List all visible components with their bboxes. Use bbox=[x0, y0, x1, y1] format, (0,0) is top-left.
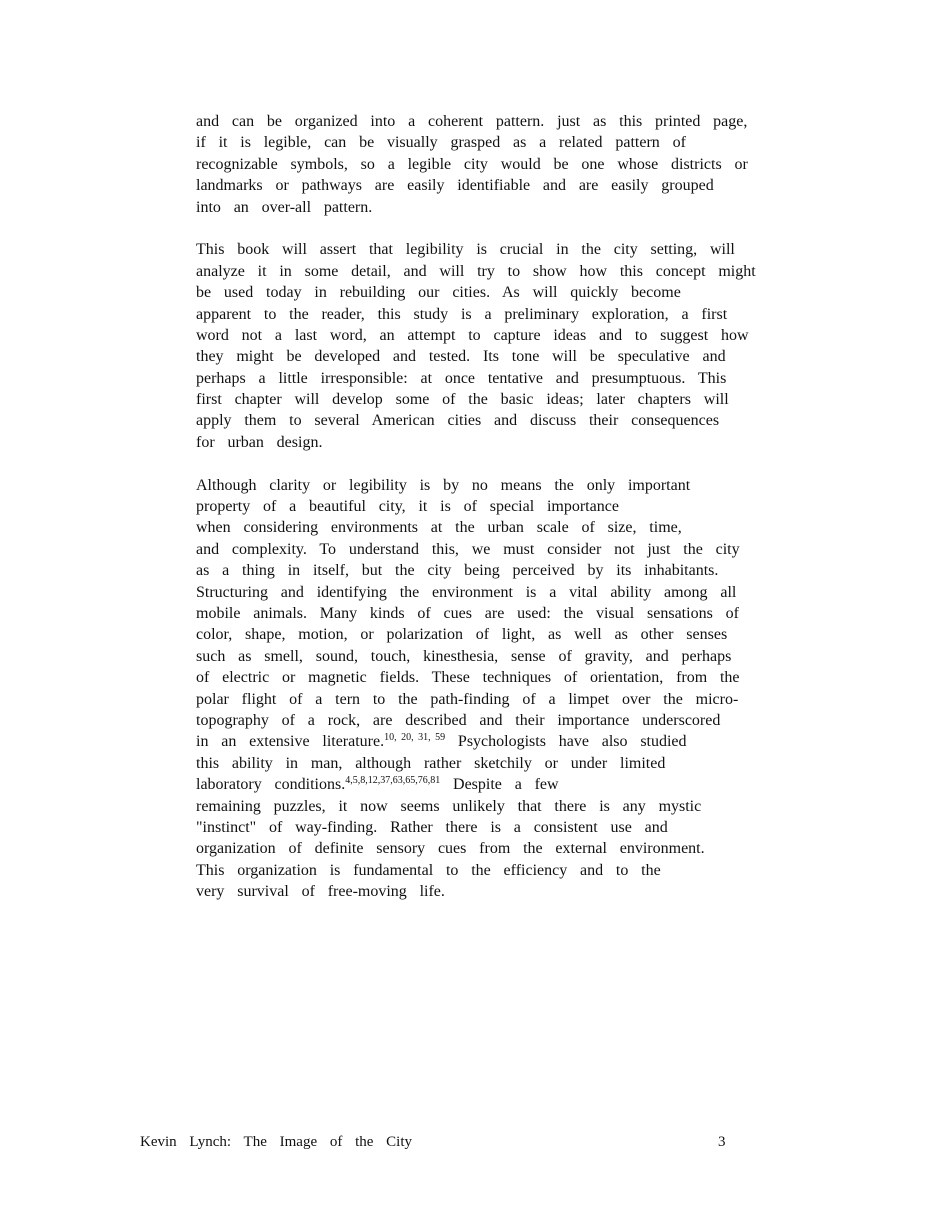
text-line-with-citation bbox=[196, 731, 916, 752]
body-text bbox=[196, 111, 916, 924]
text-line: first chapter will develop some of the basic ideas; later chapters will bbox=[196, 391, 729, 409]
text-line: apparent to the reader, this study is a preliminary exploration, a first bbox=[196, 305, 728, 323]
text-line: very survival of free-moving life. bbox=[196, 883, 445, 901]
text-line: as a thing in itself, but the city being perceived by its inhabitants. bbox=[196, 562, 719, 580]
citation-superscript: 4,5,8,12,37,63,65,76,81 bbox=[345, 775, 441, 787]
text-line-with-citation bbox=[196, 774, 916, 795]
text-line: "instinct" of way-finding. Rather there is a consistent use and bbox=[196, 818, 668, 836]
text-line: mobile animals. Many kinds of cues are used: the visual sensations of bbox=[196, 604, 739, 622]
running-title: Kevin Lynch: The Image of the City bbox=[140, 1134, 413, 1150]
text-line: This book will assert that legibility is crucial in the city setting, will bbox=[196, 241, 735, 259]
text-line: when considering environments at the urban scale of size, time, bbox=[196, 519, 682, 537]
paragraph-2 bbox=[196, 239, 916, 453]
text-line: recognizable symbols, so a legible city would be one whose districts or bbox=[196, 155, 748, 173]
citation-text: in an extensive literature. bbox=[196, 733, 385, 751]
paragraph-3 bbox=[196, 475, 916, 903]
text-line: apply them to several American cities and discuss their consequences bbox=[196, 412, 720, 430]
citation-trailing-text: Psychologists have also studied bbox=[445, 733, 687, 751]
citation-text: laboratory conditions. bbox=[196, 776, 346, 794]
text-line: be used today in rebuilding our cities. As will quickly become bbox=[196, 284, 681, 302]
text-line: color, shape, motion, or polarization of light, as well as other senses bbox=[196, 626, 728, 644]
text-line: analyze it in some detail, and will try to show how this concept might bbox=[196, 262, 756, 280]
text-line: of electric or magnetic fields. These techniques of orientation, from the bbox=[196, 669, 740, 687]
text-line: they might be developed and tested. Its tone will be speculative and bbox=[196, 348, 726, 366]
text-line: and can be organized into a coherent pattern. just as this printed page, bbox=[196, 113, 748, 130]
text-line: Although clarity or legibility is by no means the only important bbox=[196, 476, 691, 494]
text-line: property of a beautiful city, it is of special importance bbox=[196, 498, 619, 516]
text-line: such as smell, sound, touch, kinesthesia, sense of gravity, and perhaps bbox=[196, 647, 732, 665]
page-footer bbox=[140, 1134, 740, 1156]
citation-superscript: 10, 20, 31, 59 bbox=[384, 732, 446, 744]
citation-trailing-text: Despite a few bbox=[440, 776, 559, 794]
page-number: 3 bbox=[718, 1134, 726, 1150]
text-line: if it is legible, can be visually grasped as a related pattern of bbox=[196, 134, 686, 152]
text-line: into an over-all pattern. bbox=[196, 198, 373, 216]
paragraph-1 bbox=[196, 111, 916, 218]
text-line: organization of definite sensory cues from the external environment. bbox=[196, 840, 705, 858]
text-line: polar flight of a tern to the path-finding of a limpet over the micro- bbox=[196, 690, 739, 708]
text-line: Structuring and identifying the environment is a vital ability among all bbox=[196, 583, 737, 601]
text-line: topography of a rock, are described and their importance underscored bbox=[196, 711, 721, 729]
text-line: this ability in man, although rather sketchily or under limited bbox=[196, 754, 666, 772]
text-line: landmarks or pathways are easily identifiable and are easily grouped bbox=[196, 177, 714, 195]
text-line: and complexity. To understand this, we must consider not just the city bbox=[196, 540, 740, 558]
text-line: for urban design. bbox=[196, 433, 323, 451]
text-line: word not a last word, an attempt to capture ideas and to suggest how bbox=[196, 326, 749, 344]
text-line: This organization is fundamental to the efficiency and to the bbox=[196, 861, 661, 879]
text-line: remaining puzzles, it now seems unlikely that there is any mystic bbox=[196, 797, 702, 815]
text-line: perhaps a little irresponsible: at once tentative and presumptuous. This bbox=[196, 369, 727, 387]
